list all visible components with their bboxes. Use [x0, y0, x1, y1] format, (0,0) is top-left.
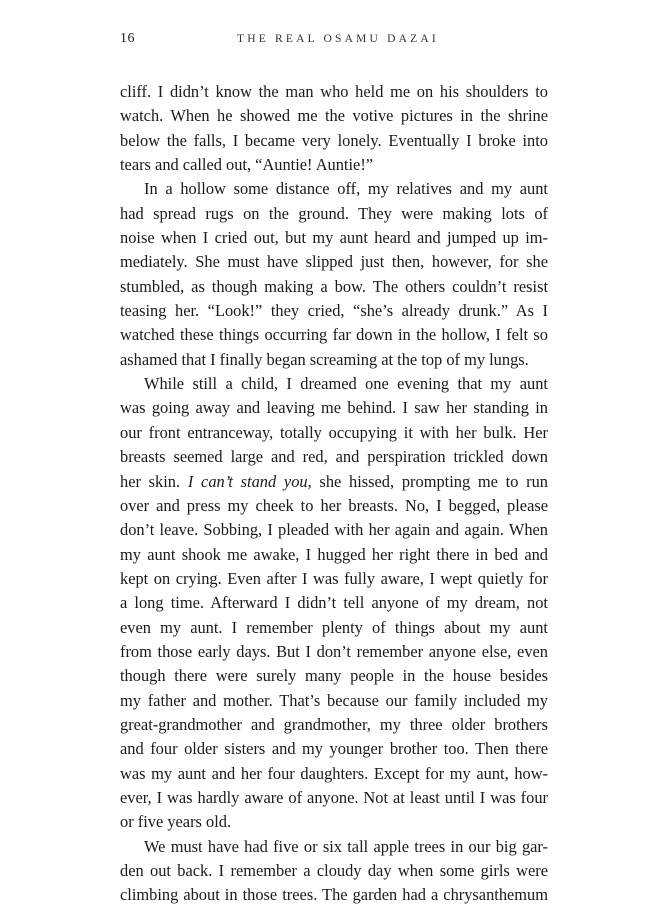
text-line: from those early days. But I don’t remember anyone else, even: [120, 641, 548, 661]
text-line: mediately. She must have slipped just then, however, for she: [120, 252, 548, 272]
text-line: cliff. I didn’t know the man who held me on his shoulders to: [120, 82, 548, 101]
text-line: watched these things occurring far down in the hollow, I felt so: [120, 325, 548, 345]
text-line: teasing her. “Look!” they cried, “she’s already drunk.” As I: [120, 301, 548, 321]
text-line: tears and called out, “Auntie! Auntie!”: [120, 155, 374, 175]
text-line: over and press my cheek to her breasts. No, I begged, please: [120, 495, 548, 515]
text-line: In a hollow some distance off, my relatives and my aunt: [144, 179, 548, 199]
text-line: had spread rugs on the ground. They were making lots of: [120, 203, 548, 223]
body-text: [120, 80, 548, 908]
page-number: 16: [120, 31, 135, 46]
text-line: ashamed that I finally began screaming at the top of my lungs.: [120, 349, 529, 369]
text-line: great-grandmother and grandmother, my three older brothers: [120, 714, 548, 734]
running-head: THE REAL OSAMU DAZAI: [237, 33, 439, 45]
text-line: don’t leave. Sobbing, I pleaded with her again and again. When: [120, 520, 548, 540]
italic-text-run: I can’t stand you: [187, 471, 308, 491]
text-line: my father and mother. That’s because our family included my: [120, 690, 548, 710]
text-line: ever, I was hardly aware of anyone. Not at least until I was four: [120, 787, 548, 807]
text-line: watch. When he showed me the votive pictures in the shrine: [120, 106, 548, 126]
text-run: , she hissed, prompting me to run: [307, 471, 549, 491]
text-line: noise when I cried out, but my aunt heard and jumped up im-: [120, 228, 548, 248]
text-line: climbing about in those trees. The garden had a chrysanthemum: [120, 885, 548, 905]
text-line: was going away and leaving me behind. I saw her standing in: [120, 398, 548, 418]
text-line: breasts seemed large and red, and perspiration trickled down: [120, 447, 548, 467]
text-line: [120, 470, 548, 494]
text-line: was my aunt and her four daughters. Except for my aunt, how-: [120, 763, 548, 783]
text-line: kept on crying. Even after I was fully aware, I wept quietly for: [120, 568, 548, 588]
text-line: den out back. I remember a cloudy day when some girls were: [120, 861, 548, 880]
text-line: below the falls, I became very lonely. Eventually I broke into: [120, 130, 548, 150]
text-line: stumbled, as though making a bow. The others couldn’t resist: [120, 276, 548, 296]
text-line: While still a child, I dreamed one evening that my aunt: [144, 374, 548, 394]
text-line: though there were surely many people in the house besides: [120, 666, 548, 686]
text-line: even my aunt. I remember plenty of things about my aunt: [120, 617, 548, 637]
text-run: her skin.: [120, 471, 188, 491]
text-line: a long time. Afterward I didn’t tell anyone of my dream, not: [120, 593, 548, 613]
text-line: our front entranceway, totally occupying it with her bulk. Her: [120, 422, 548, 442]
text-line: We must have had five or six tall apple trees in our big gar-: [144, 836, 548, 856]
text-line: and four older sisters and my younger brother too. Then there: [120, 739, 548, 759]
text-line: my aunt shook me awake, I hugged her right there in bed and: [120, 544, 548, 564]
text-line: or five years old.: [120, 812, 232, 832]
